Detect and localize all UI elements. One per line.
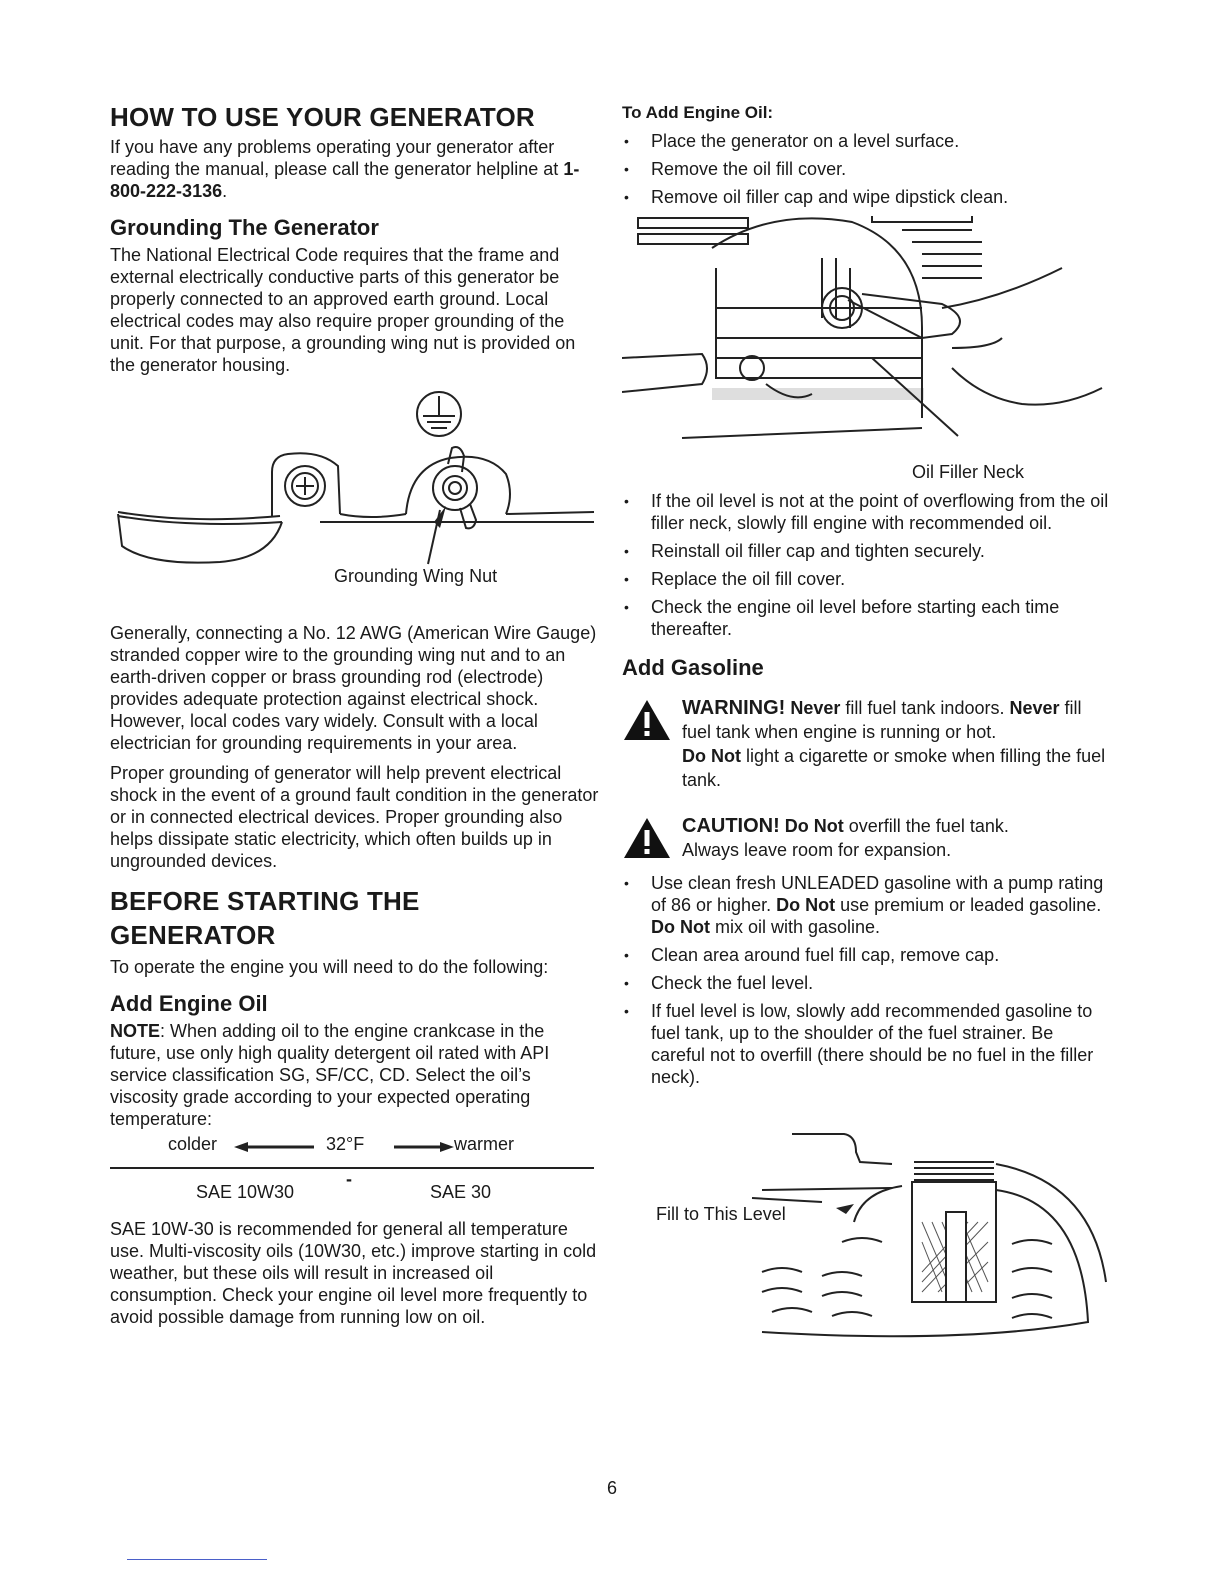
list-item: • Check the engine oil level before starting each time thereafter. xyxy=(622,596,1112,640)
list-item: • Check the fuel level. xyxy=(622,972,1112,994)
oil-filler-caption: Oil Filler Neck xyxy=(912,462,1025,482)
list-item: • Use clean fresh UNLEADED gasoline with a pump rating of 86 or higher. Do Not use premium or leaded gasoline. Do Not mix oil with gasoline. xyxy=(622,872,1112,938)
arrow-left-icon xyxy=(234,1142,314,1152)
before-intro: To operate the engine you will need to do the following: xyxy=(110,957,549,977)
heading-how-to-use: HOW TO USE YOUR GENERATOR xyxy=(110,102,535,132)
fuel-strainer-illustration xyxy=(622,1112,1112,1352)
helpline-number: 1-800-222-3136 xyxy=(110,159,580,201)
list-item: • If fuel level is low, slowly add recommended gasoline to fuel tank, up to the shoulder of the fuel strainer. Be careful not to overfill (there should be no fuel in the filler neck). xyxy=(622,1000,1112,1088)
grounding-paragraph-1: The National Electrical Code requires that the frame and external electrically conductive parts of this generator be properly connected to an approved earth ground. Local electrical codes may also require proper grounding of the unit. For that purpose, a grounding wing nut is provided on the generator housing. xyxy=(110,245,576,375)
caution-text: CAUTION! Do Not overfill the fuel tank. Always leave room for expansion. xyxy=(682,815,1009,860)
wing-nut-caption: Grounding Wing Nut xyxy=(334,566,498,586)
warning-triangle-icon xyxy=(622,698,672,742)
right-column xyxy=(622,102,1112,1352)
oil-steps-list-2 xyxy=(622,490,1112,640)
heading-before-starting-1: BEFORE STARTING THE xyxy=(110,886,420,916)
fuel-level-figure xyxy=(622,1112,1112,1352)
page-number: 6 xyxy=(606,1478,617,1498)
viscosity-sae-cold: SAE 10W30 xyxy=(196,1182,295,1202)
heading-before-starting-2: GENERATOR xyxy=(110,920,276,950)
list-item: • Place the generator on a level surface. xyxy=(622,130,1112,152)
heading-to-add-engine-oil: To Add Engine Oil: xyxy=(622,103,774,122)
heading-add-engine-oil: Add Engine Oil xyxy=(110,991,268,1016)
grounding-paragraph-3: Proper grounding of generator will help prevent electrical shock in the event of a ground fault condition in the generator or in connected electrical devices. Proper grounding also helps dissipate static electricity, which often builds up in ungrounded devices. xyxy=(110,763,599,871)
grounding-paragraph-2: Generally, connecting a No. 12 AWG (American Wire Gauge) stranded copper wire to the grounding wing nut and to an earth-driven copper or brass grounding rod (electrode) provides adequate protection against electrical shock. However, local codes vary widely. Consult with a local electrician for grounding requirements in your area. xyxy=(110,623,597,753)
warning-text: WARNING! Never fill fuel tank indoors. Never fill fuel tank when engine is running or hot. Do Not light a cigarette or smoke when filling the fuel tank. xyxy=(682,697,1106,790)
viscosity-chart xyxy=(110,1132,600,1208)
ground-symbol-icon xyxy=(417,392,461,436)
sae-paragraph: SAE 10W-30 is recommended for general all temperature use. Multi-viscosity oils (10W30, etc.) improve starting in cold weather, but these oils will result in increased oil consumption. Check your engine oil level more frequently to avoid possible damage from running low on oil. xyxy=(110,1219,597,1327)
viscosity-dash: - xyxy=(346,1169,352,1189)
heading-grounding: Grounding The Generator xyxy=(110,215,379,240)
fill-level-caption: Fill to This Level xyxy=(656,1204,786,1224)
grounding-figure xyxy=(110,376,600,612)
caution-triangle-icon xyxy=(622,816,672,860)
list-item: • Reinstall oil filler cap and tighten securely. xyxy=(622,540,1112,562)
caution-block xyxy=(622,814,1112,862)
arrow-right-icon xyxy=(394,1142,454,1152)
viscosity-sae-warm: SAE 30 xyxy=(430,1182,492,1202)
list-item: • If the oil level is not at the point of overflowing from the oil filler neck, slowly fill engine with recommended oil. xyxy=(622,490,1112,534)
oil-filler-illustration xyxy=(622,208,1112,458)
list-item: • Remove oil filler cap and wipe dipstick clean. xyxy=(622,186,1112,208)
gasoline-steps-list xyxy=(622,872,1112,1088)
viscosity-warmer: warmer xyxy=(454,1134,515,1154)
list-item: • Replace the oil fill cover. xyxy=(622,568,1112,590)
left-column xyxy=(110,100,600,1328)
heading-add-gasoline: Add Gasoline xyxy=(622,655,764,680)
intro-paragraph: If you have any problems operating your generator after reading the manual, please call the generator helpline at 1-800-222-3136. xyxy=(110,137,580,201)
warning-block xyxy=(622,696,1112,792)
bolt-icon xyxy=(285,466,325,506)
viscosity-temperature: 32°F xyxy=(326,1134,365,1154)
list-item: • Remove the oil fill cover. xyxy=(622,158,1112,180)
oil-filler-figure xyxy=(622,208,1112,482)
viscosity-colder: colder xyxy=(168,1134,218,1154)
viscosity-divider xyxy=(110,1167,594,1169)
list-item: • Clean area around fuel fill cap, remove cap. xyxy=(622,944,1112,966)
note-paragraph: NOTE: When adding oil to the engine crankcase in the future, use only high quality detergent oil rated with API service classification SG, SF/CC, CD. Select the oil’s viscosity grade according to your expected operating temperature: xyxy=(110,1021,550,1129)
oil-steps-list-1 xyxy=(622,130,1112,208)
footer-rule xyxy=(127,1559,267,1560)
